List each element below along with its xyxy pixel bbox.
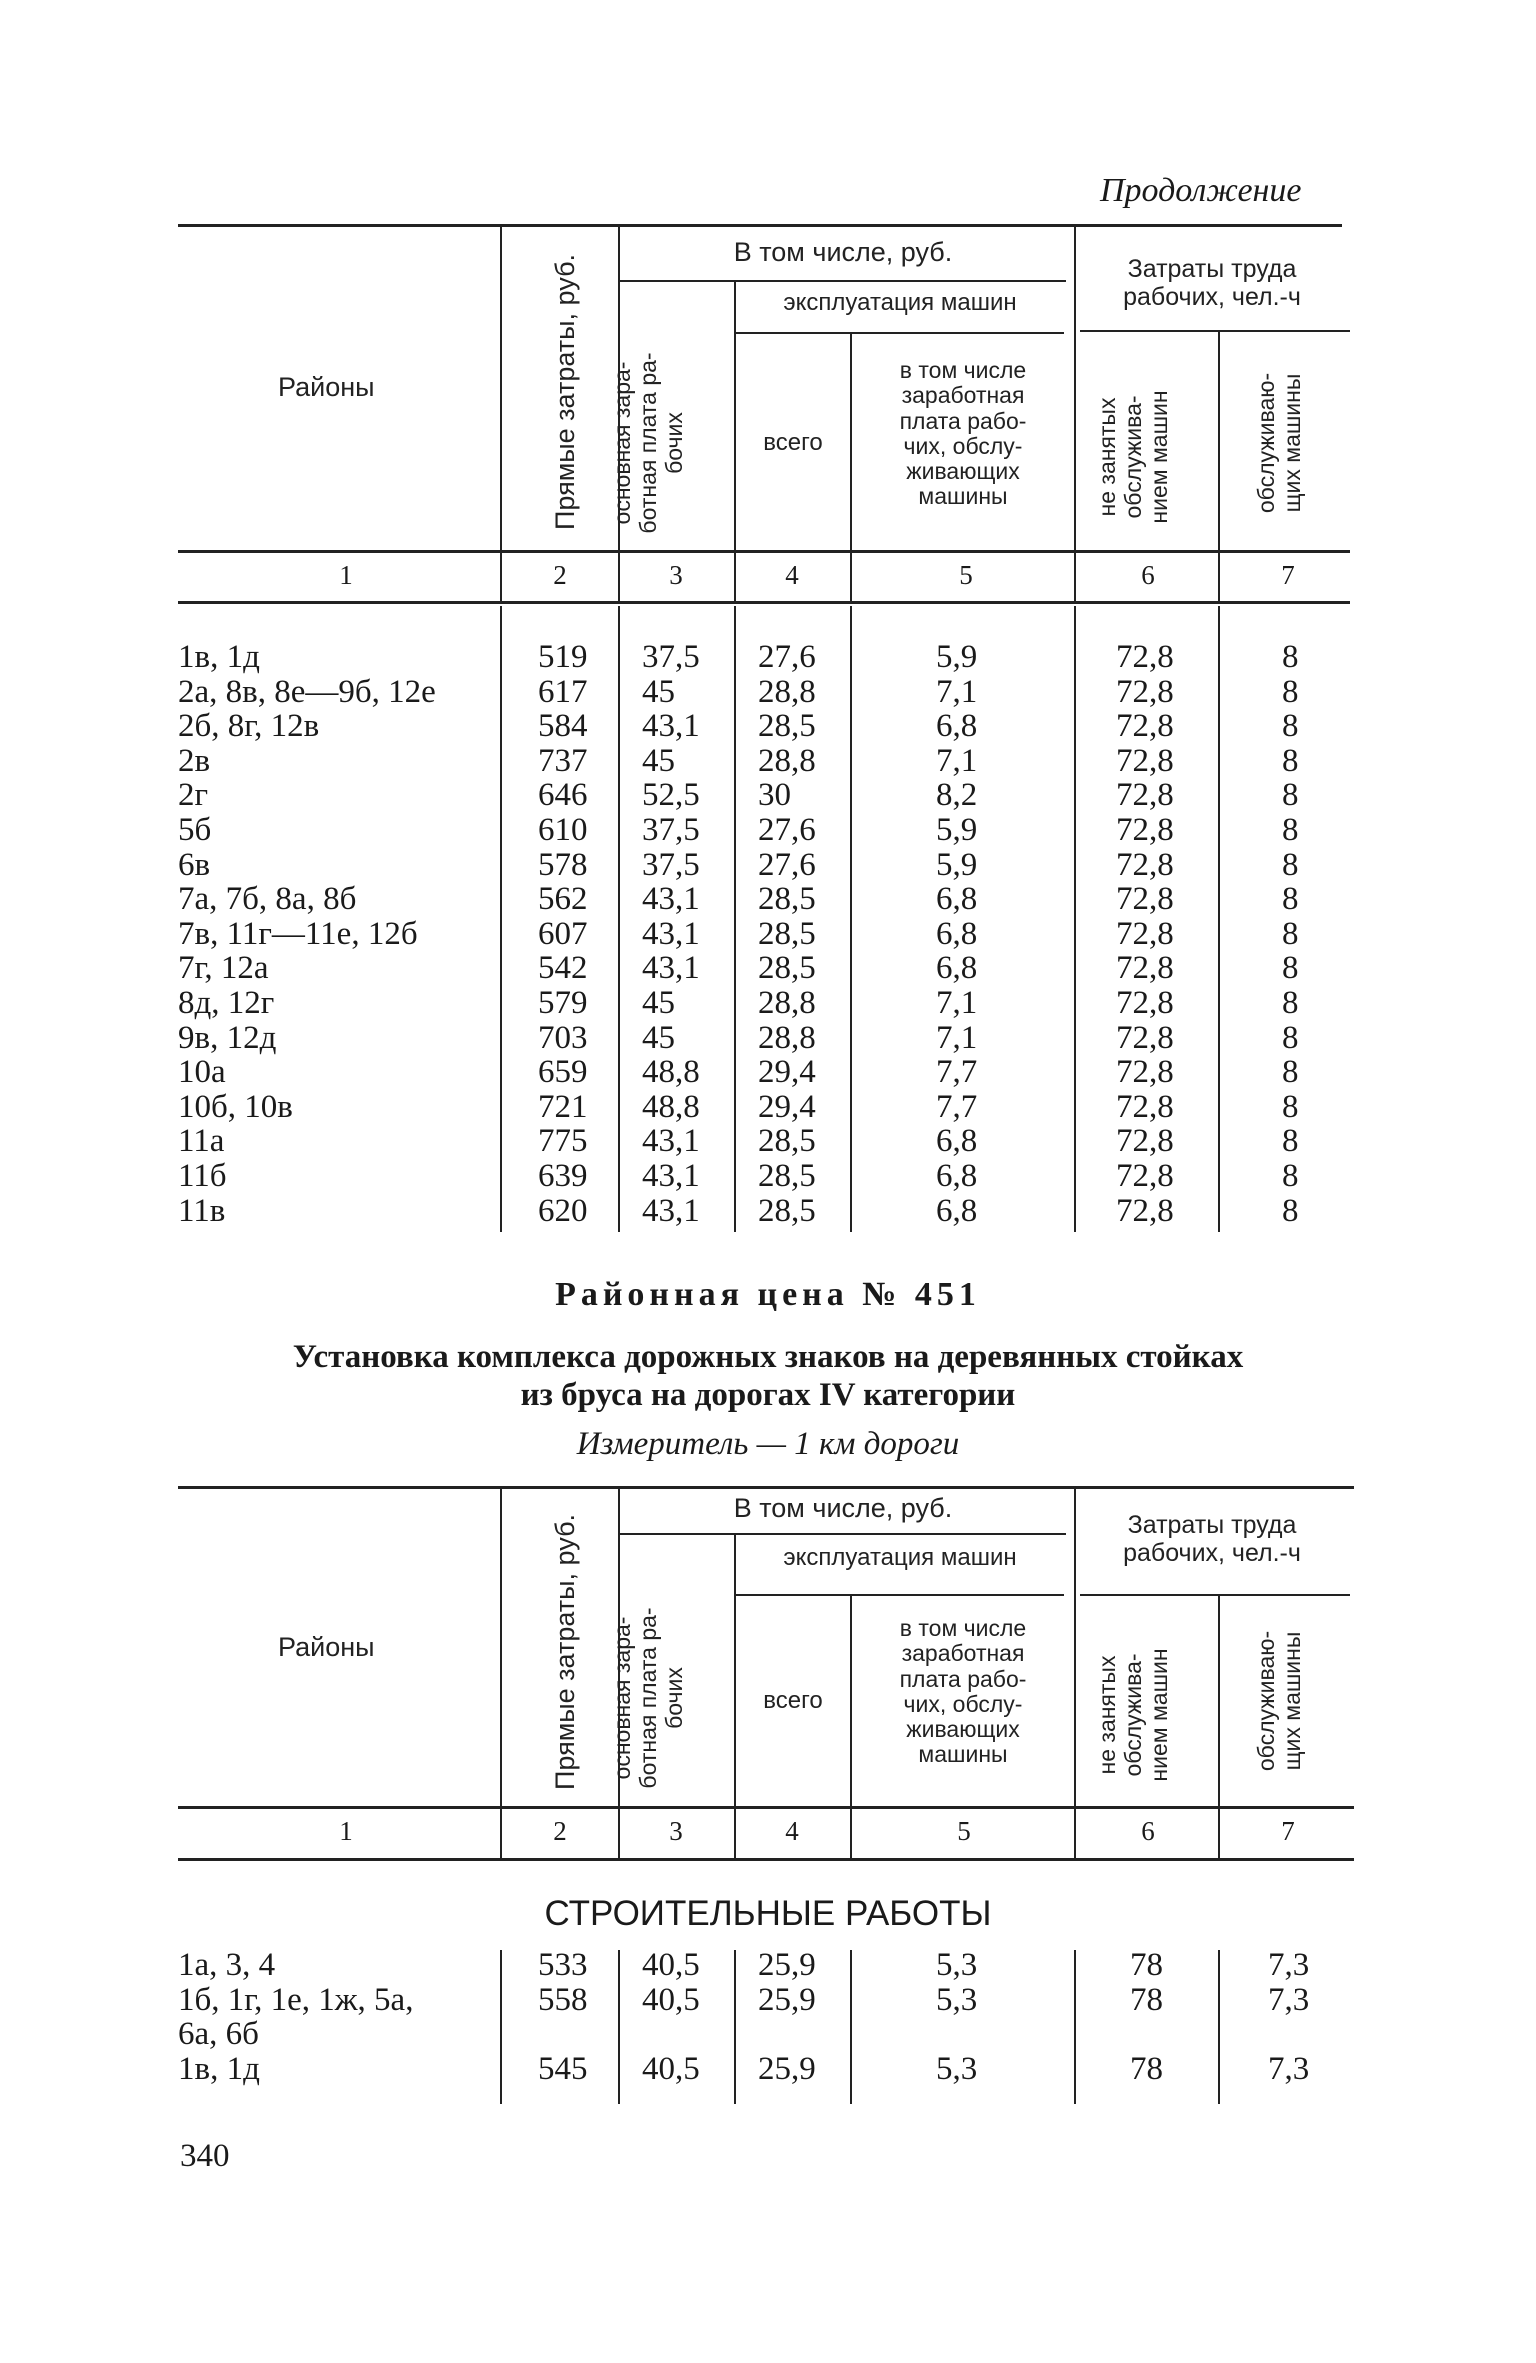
header-pryamye: Прямые затраты, руб. (550, 253, 580, 531)
header2-vsego: всего (763, 1687, 823, 1714)
col-number-5: 5 (959, 560, 973, 590)
header2-rayony: Районы (278, 1632, 375, 1662)
header-zatraty-truda: Затраты труда рабочих, чел.-ч (1123, 255, 1301, 311)
col-number-2: 2 (553, 560, 567, 590)
col2-number-6: 6 (1141, 1816, 1155, 1846)
header-rayony: Районы (278, 372, 375, 402)
table2-group-title: СТРОИТЕЛЬНЫЕ РАБОТЫ (544, 1894, 992, 1933)
table1-col-rayony: 1в, 1д 2а, 8в, 8е—9б, 12е 2б, 8г, 12в 2в 2г 5б 6в 7а, 7б, 8а, 8б 7в, 11г—11е, 12б 7г, 12а 8д, 12г 9в, 12д 10а 10б, 10в 11а 11б 11в (178, 639, 436, 1229)
header-osnovnaya: основная зара- ботная плата ра- бочих (609, 352, 687, 534)
header2-v-tom-chisle-zp: в том числе заработная плата рабо- чих, обслу- живающих машины (899, 1615, 1027, 1768)
table1-col-vsego: 27,6 28,8 28,5 28,8 30 27,6 27,6 28,5 28,5 28,5 28,8 28,8 29,4 29,4 28,5 28,5 28,5 (758, 639, 816, 1229)
col2-number-4: 4 (785, 1816, 799, 1846)
header-vsego: всего (763, 429, 823, 456)
col-number-6: 6 (1141, 560, 1155, 590)
table1-col-ne-zanyatyh: 72,8 72,8 72,8 72,8 72,8 72,8 72,8 72,8 72,8 72,8 72,8 72,8 72,8 72,8 72,8 72,8 72,8 (1116, 639, 1174, 1229)
table1-col-obsluzh: 8 8 8 8 8 8 8 8 8 8 8 8 8 8 8 8 8 (1282, 639, 1299, 1229)
table2-col-obsluzh: 7,3 7,3 7,3 (1268, 1947, 1310, 2087)
table2-col-pryamye: 533 558 545 (538, 1947, 588, 2087)
table2-col-osnovnaya: 40,5 40,5 40,5 (642, 1947, 700, 2087)
header-ekspluataciya: эксплуатация машин (783, 289, 1017, 316)
header2-osnovnaya: основная зара- ботная плата ра- бочих (609, 1607, 687, 1789)
section2-measure: Измеритель — 1 км дороги (576, 1426, 960, 1462)
header2-ne-zanyatyh: не занятых обслужива- нием машин (1094, 1648, 1172, 1782)
header-ne-zanyatyh: не занятых обслужива- нием машин (1094, 390, 1172, 524)
col-number-1: 1 (339, 560, 353, 590)
header-obsluzh: обслуживаю- щих машины (1253, 372, 1305, 514)
table1-col-zp: 5,9 7,1 6,8 7,1 8,2 5,9 5,9 6,8 6,8 6,8 7,1 7,1 7,7 7,7 6,8 6,8 6,8 (936, 639, 978, 1229)
section2-title: Районная цена № 451 (555, 1276, 981, 1313)
col2-number-1: 1 (339, 1816, 353, 1846)
header2-obsluzh: обслуживаю- щих машины (1253, 1630, 1305, 1772)
continuation-label: Продолжение (1100, 172, 1302, 209)
table2-col-vsego: 25,9 25,9 25,9 (758, 1947, 816, 2087)
col-number-4: 4 (785, 560, 799, 590)
header-v-tom-chisle: В том числе, руб. (733, 237, 953, 267)
col-number-3: 3 (669, 560, 683, 590)
table2-col-zp: 5,3 5,3 5,3 (936, 1947, 978, 2087)
table1-col-osnovnaya: 37,5 45 43,1 45 52,5 37,5 37,5 43,1 43,1 43,1 45 45 48,8 48,8 43,1 43,1 43,1 (642, 639, 700, 1229)
page-number: 340 (180, 2138, 230, 2174)
col2-number-2: 2 (553, 1816, 567, 1846)
col2-number-5: 5 (957, 1816, 971, 1846)
table2-col-ne-zanyatyh: 78 78 78 (1130, 1947, 1163, 2087)
section2-subtitle: Установка комплекса дорожных знаков на деревянных стойках из бруса на дорогах IV категории (292, 1339, 1244, 1413)
table2-col-rayony: 1а, 3, 4 1б, 1г, 1е, 1ж, 5а, 6а, 6б 1в, 1д (178, 1947, 414, 2087)
header-v-tom-chisle-zp: в том числе заработная плата рабо- чих, обслу- живающих машины (899, 357, 1027, 510)
col2-number-3: 3 (669, 1816, 683, 1846)
header2-v-tom-chisle: В том числе, руб. (733, 1493, 953, 1523)
col2-number-7: 7 (1281, 1816, 1295, 1846)
table1-col-pryamye: 519 617 584 737 646 610 578 562 607 542 579 703 659 721 775 639 620 (538, 639, 588, 1229)
header2-ekspluataciya: эксплуатация машин (783, 1544, 1017, 1571)
col-number-7: 7 (1281, 560, 1295, 590)
header2-zatraty-truda: Затраты труда рабочих, чел.-ч (1123, 1511, 1301, 1567)
header2-pryamye: Прямые затраты, руб. (550, 1513, 580, 1791)
